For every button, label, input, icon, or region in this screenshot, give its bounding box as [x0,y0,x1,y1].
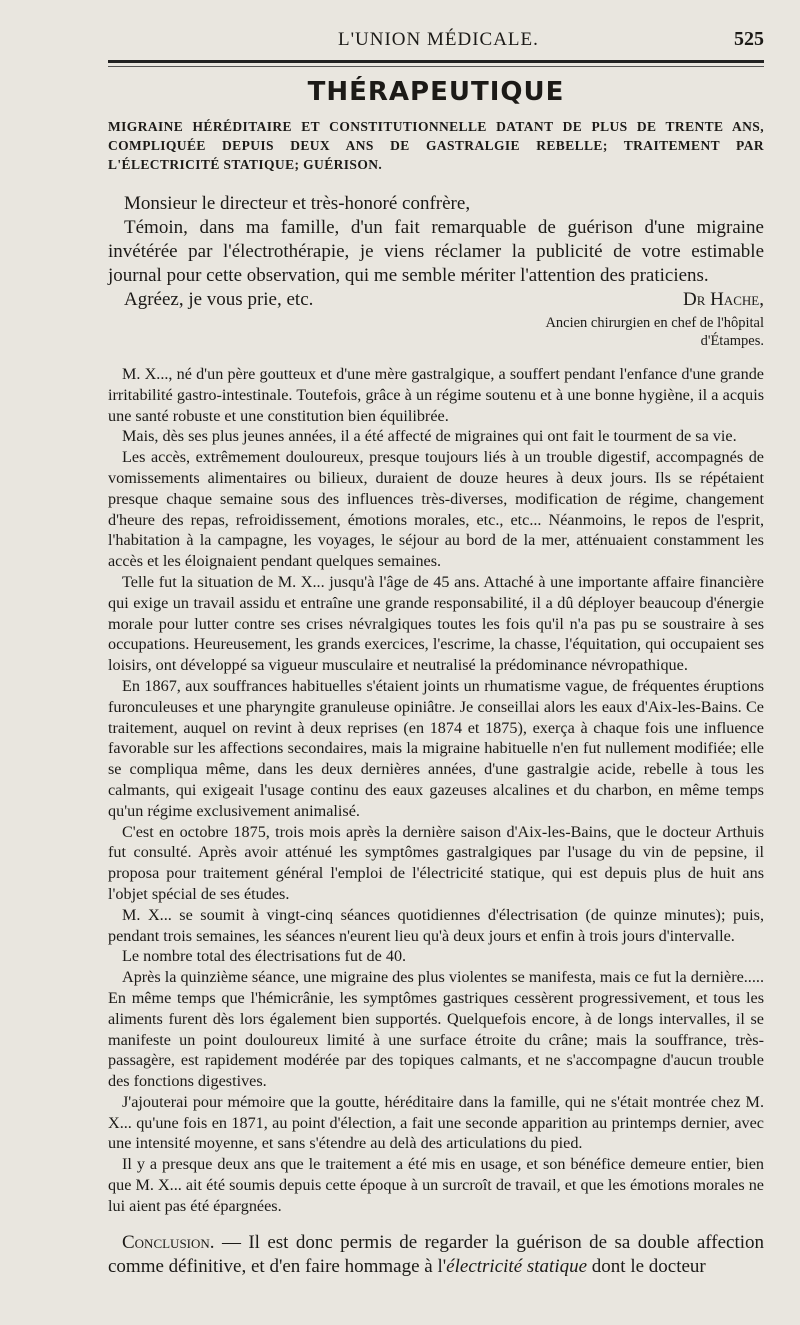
paragraph: C'est en octobre 1875, trois mois après la dernière saison d'Aix-les-Bains, que le docteur Arthuis fut consulté. Après avoir atténué les symptômes gastralgiques par l'usage du vin de pepsine, il proposa pour traitement général l'emploi de l'électricité statique, qui est depuis plus de huit ans l'objet spécial de ses études. [108,822,764,903]
paragraph: Il y a presque deux ans que le traitement a été mis en usage, et son bénéfice demeure entier, bien que M. X... ait été soumis depuis cette époque à un surcroît de travail, et que les émotions morales ne lui aient pas été épargnées. [108,1155,764,1215]
section-title: THÉRAPEUTIQUE [307,77,565,107]
running-head [108,28,764,58]
letter-sign-line [108,288,764,312]
letter-affiliation [108,314,764,350]
letter-signature: Dr Hache, [682,289,764,310]
letter-closing: Agréez, je vous prie, etc. [124,289,314,310]
conclusion-emphasis: électricité statique [446,1255,588,1277]
paragraph: Après la quinzième séance, une migraine des plus violentes se manifesta, mais ce fut la dernière..... En même temps que l'hémicrânie, les symptômes gastriques cessèrent progressivement, et tous les aliments furent dès lors également bien supportés. Quelquefois encore, à de longs intervalles, il se manifeste un point douloureux limité à une surface étroite du crâne; mais la souffrance, très-passagère, est rapidement modérée par des topiques calmants, et ne s'accompagne d'aucun trouble des fonctions digestives. [108,968,764,1091]
paragraph: Mais, dès ses plus jeunes années, il a été affecté de migraines qui ont fait le tourment de sa vie. [122,427,737,446]
article-body [108,364,764,1217]
header-rule [108,60,764,63]
paragraph: Telle fut la situation de M. X... jusqu'à l'âge de 45 ans. Attaché à une importante affaire financière qui exige un travail assidu et entraîne une grande responsabilité, il a dû déployer beaucoup d'énergie morale pour lutter contre ses crises névralgiques toutes les fois qu'il n'a pas pu se soustraire à ses occupations. Heureusement, les grands exercices, l'escrime, la chasse, l'équitation, qui occupaient ses loisirs, ont développé sa vigueur musculaire et neutralisé la prédominance névropathique. [108,572,764,675]
paragraph: Le nombre total des électrisations fut de 40. [122,947,407,966]
article-subtitle: MIGRAINE HÉRÉDITAIRE ET CONSTITUTIONNELLE DATANT DE PLUS DE TRENTE ANS, COMPLIQUÉE DEPUIS DEUX ANS DE GASTRALGIE REBELLE; TRAITEMENT PAR L'ÉLECTRICITÉ STATIQUE; GUÉRISON. [108,119,764,172]
affiliation-line-1: Ancien chirurgien en chef de l'hôpital [545,315,764,331]
paragraph: Les accès, extrêmement douloureux, presque toujours liés à un trouble digestif, accompagnés de vomissements alimentaires ou bilieux, duraient de douze heures à deux jours. Ils se répétaient presque chaque semaine sous des influences très-diverses, modification de régime, changement d'heure des repas, refroidissement, émotions morales, etc., etc... Néanmoins, le repos de l'esprit, l'habitation à la campagne, les voyages, le séjour au bord de la mer, atténuaient constamment les accès et les éloignaient pendant quelques semaines. [108,448,764,571]
paragraph: M. X... se soumit à vingt-cinq séances quotidiennes d'électrisation (de quinze minutes); puis, pendant trois semaines, les séances n'eurent lieu qu'à deux jours et enfin à trois jours d'intervalle. [108,905,764,945]
letter-salutation: Monsieur le directeur et très-honoré confrère, [124,193,471,214]
header-rule-thin [108,66,764,67]
page-number: 525 [734,28,764,50]
letter-body: Témoin, dans ma famille, d'un fait remarquable de guérison d'une migraine invétérée par l'électrothérapie, je viens réclamer la publicité de votre estimable journal pour cette observation, qui me semble mériter l'attention des praticiens. [108,217,764,286]
letter-block [108,192,764,350]
paragraph: En 1867, aux souffrances habituelles s'étaient joints un rhumatisme vague, de fréquentes éruptions furonculeuses et une pharyngite granuleuse opiniâtre. Je conseillai alors les eaux d'Aix-les-Bains. Ce traitement, auquel on revint à deux reprises (en 1874 et 1875), exerça à chaque fois une influence favorable sur les affections secondaires, mais la migraine habituelle n'en fut nullement modifiée; elle se compliqua même, dans les deux dernières années, d'une gastralgie acide, rebelle à tous les calmants, qui exigeait l'usage continu des eaux gazeuses alcalines et du charbon, en même temps qu'un régime exclusivement animalisé. [108,676,764,820]
journal-title: L'UNION MÉDICALE. [338,29,539,50]
conclusion-text-end: dont le docteur [587,1255,706,1277]
affiliation-line-2: d'Étampes. [700,333,764,349]
paragraph: J'ajouterai pour mémoire que la goutte, héréditaire dans la famille, qui ne s'était montrée chez M. X... qu'une fois en 1871, au point d'élection, a fait une seconde apparition au printemps dernier, avec une intensité moyenne, et sans s'étendre au delà des articulations du pied. [108,1092,764,1153]
paragraph: M. X..., né d'un père goutteux et d'une mère gastralgique, a souffert pendant l'enfance d'une grande irritabilité gastro-intestinale. Toutefois, grâce à un régime soutenu et à une bonne hygiène, il a acquis une santé robuste et une constitution bien équilibrée. [108,365,764,425]
conclusion-label: Conclusion. [122,1231,215,1253]
conclusion-paragraph [108,1231,764,1279]
conclusion-text: — Il est donc permis de regarder la guérison de sa double affection comme définitive, et d'en faire hommage à l' [108,1231,764,1277]
